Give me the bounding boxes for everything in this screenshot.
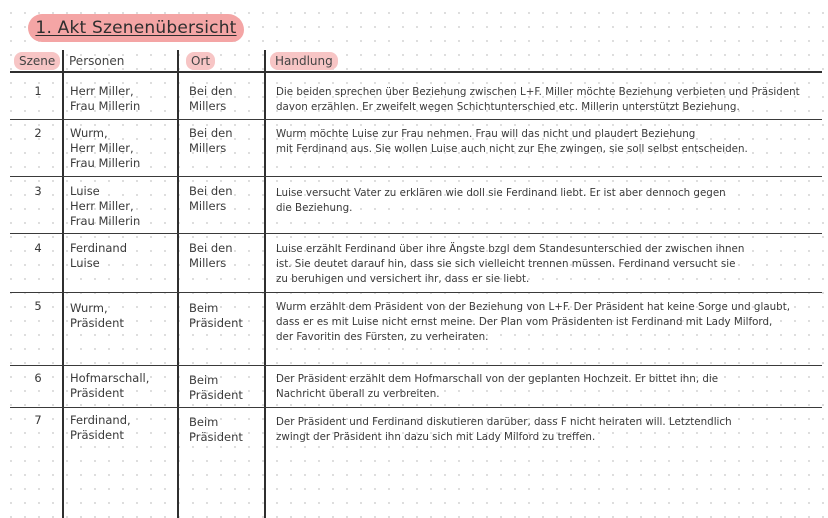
szene-number: 7 <box>34 413 42 427</box>
header-divider <box>10 71 822 73</box>
personen-cell: Wurm, Herr Miller, Frau Millerin <box>70 126 141 170</box>
handlung-cell: Luise erzählt Ferdinand über ihre Ängste bzgl dem Standesunterschied der zwischen ihnen ist. Sie deutet darauf hin, dass sie sich vielleicht trennen müssen. Ferdinand versucht sie zu beruhigen und versichert ihr, dass er sie liebt. <box>276 243 745 285</box>
header-ort: Ort <box>186 52 215 70</box>
header-handlung: Handlung <box>270 52 338 70</box>
ort-cell: Bei den Millers <box>189 126 233 155</box>
ort-cell: Beim Präsident <box>189 301 243 330</box>
personen-cell: Luise Herr Miller, Frau Millerin <box>70 184 141 228</box>
header-personen: Personen <box>69 54 125 68</box>
szene-number: 2 <box>34 126 42 140</box>
personen-cell: Herr Miller, Frau Millerin <box>70 84 141 113</box>
personen-cell: Hofmarschall, Präsident <box>70 371 150 400</box>
handlung-cell: Die beiden sprechen über Beziehung zwischen L+F. Miller möchte Beziehung verbieten und Präsident davon erzählen. Er zweifelt wegen Schichtunterschied etc. Millerin unterstützt Beziehung. <box>276 86 800 113</box>
ort-cell: Bei den Millers <box>189 84 233 113</box>
ort-cell: Bei den Millers <box>189 241 233 270</box>
personen-cell: Ferdinand Luise <box>70 241 128 270</box>
personen-cell: Wurm, Präsident <box>70 301 124 330</box>
row-divider <box>10 365 822 366</box>
row-divider <box>10 233 822 234</box>
handlung-cell: Wurm erzählt dem Präsident von der Beziehung von L+F. Der Präsident hat keine Sorge und glaubt, dass er es mit Luise nicht ernst meine. Der Plan vom Präsidenten ist Ferdinand mit Lady Milford, der Favoritin des Fürsten, zu verheiraten. <box>276 301 791 343</box>
row-divider <box>10 119 822 120</box>
ort-cell: Bei den Millers <box>189 184 233 213</box>
szene-number: 3 <box>34 184 42 198</box>
handlung-cell: Der Präsident erzählt dem Hofmarschall von der geplanten Hochzeit. Er bittet ihn, die Nachricht überall zu verbreiten. <box>276 373 719 400</box>
handlung-cell: Wurm möchte Luise zur Frau nehmen. Frau will das nicht und plaudert Beziehung mit Ferdinand aus. Sie wollen Luise auch nicht zur Ehe zwingen, sie soll selbst entscheiden. <box>276 128 748 155</box>
header-szene: Szene <box>14 52 60 70</box>
handlung-cell: Luise versucht Vater zu erklären wie doll sie Ferdinand liebt. Er ist aber dennoch gegen die Beziehung. <box>276 187 726 214</box>
row-divider <box>10 407 822 408</box>
handlung-cell: Der Präsident und Ferdinand diskutieren darüber, dass F nicht heiraten will. Letztendlich zwingt der Präsident ihn dazu sich mit Lady Milford zu treffen. <box>276 416 732 443</box>
ort-cell: Beim Präsident <box>189 373 243 402</box>
szene-number: 5 <box>34 299 42 313</box>
szene-number: 4 <box>34 241 42 255</box>
page-title: 1. Akt Szenenübersicht <box>28 14 244 42</box>
szene-number: 6 <box>34 371 42 385</box>
ort-cell: Beim Präsident <box>189 415 243 444</box>
row-divider <box>10 176 822 177</box>
row-divider <box>10 292 822 293</box>
szene-number: 1 <box>34 84 42 98</box>
personen-cell: Ferdinand, Präsident <box>70 413 131 442</box>
